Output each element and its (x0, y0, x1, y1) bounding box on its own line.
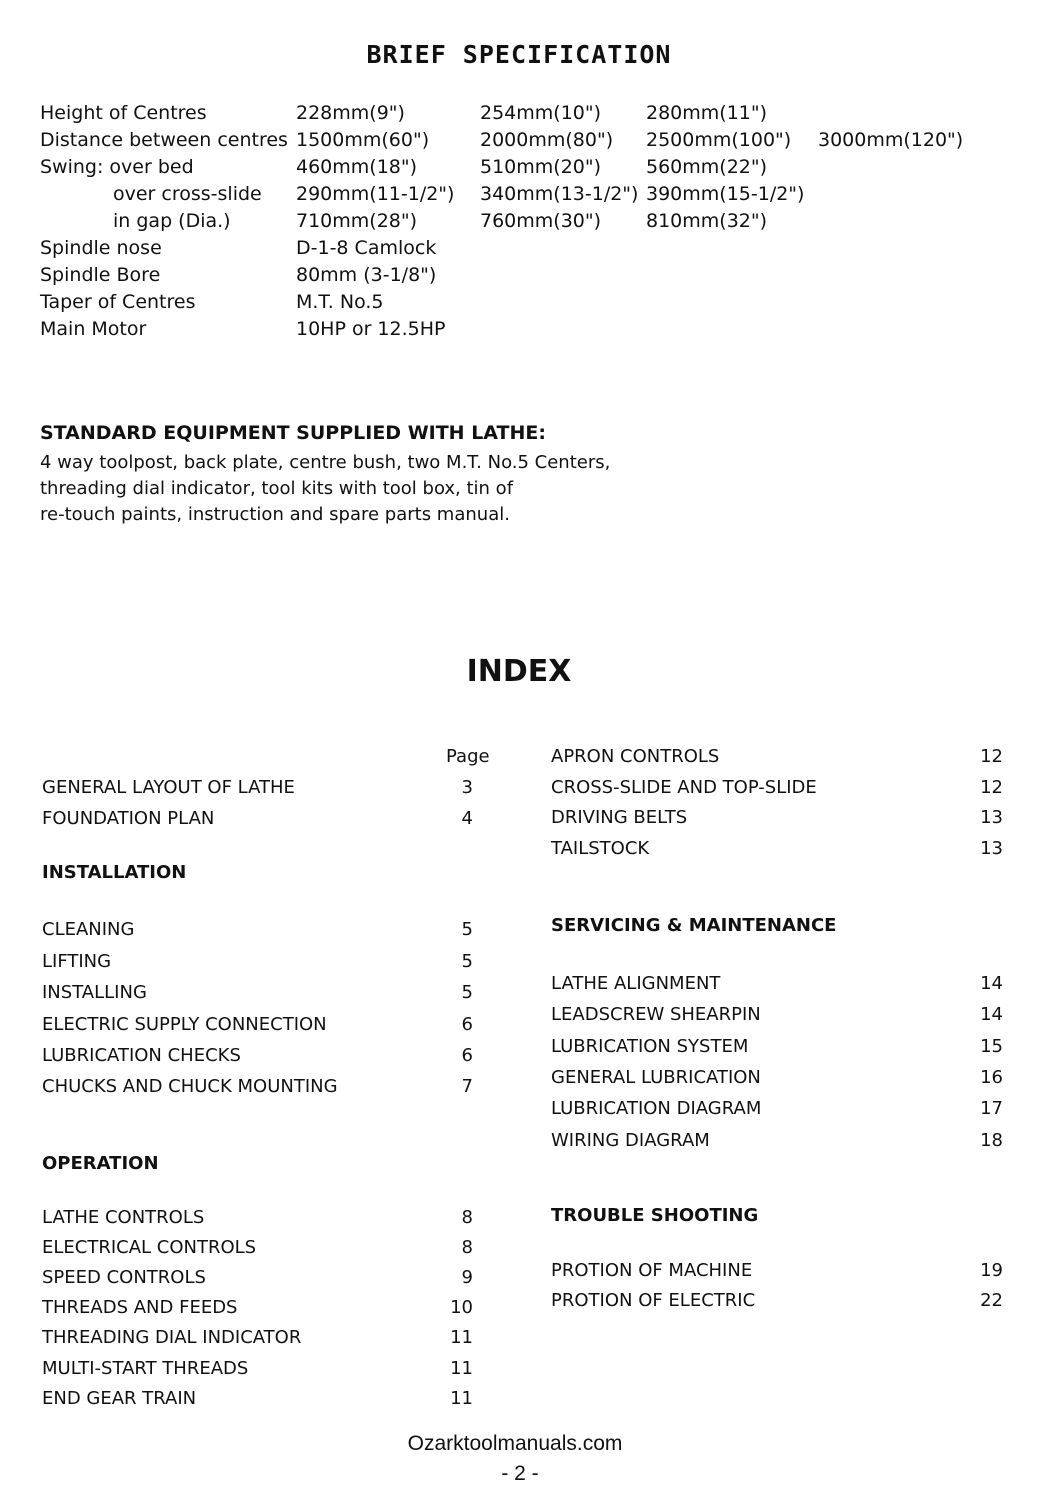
index-entry-page: 12 (980, 746, 1003, 767)
spec-label: Main Motor (40, 318, 147, 340)
spec-value: 290mm(11-1/2") (296, 183, 455, 205)
index-entry-page: 8 (461, 1207, 473, 1228)
index-entry-page: 10 (450, 1297, 473, 1318)
index-entry-page: 18 (980, 1130, 1003, 1151)
index-entry-label: LUBRICATION SYSTEM (551, 1036, 749, 1057)
index-entry-label: LEADSCREW SHEARPIN (551, 1004, 761, 1025)
spec-value: 3000mm(120") (818, 129, 964, 151)
section-heading-installation: INSTALLATION (42, 862, 187, 883)
index-entry-page: 8 (461, 1237, 473, 1258)
index-entry-page: 15 (980, 1036, 1003, 1057)
equipment-line: re-touch paints, instruction and spare parts manual. (40, 504, 510, 525)
spec-value: D-1-8 Camlock (296, 237, 437, 259)
index-entry-page: 17 (980, 1098, 1003, 1119)
section-heading-servicing: SERVICING & MAINTENANCE (551, 915, 837, 936)
spec-value: 710mm(28") (296, 210, 418, 232)
spec-value: M.T. No.5 (296, 291, 384, 313)
page-number: - 2 - (501, 1462, 539, 1485)
index-entry-label: ELECTRICAL CONTROLS (42, 1237, 257, 1258)
index-entry-label: LUBRICATION DIAGRAM (551, 1098, 762, 1119)
spec-value: 760mm(30") (480, 210, 602, 232)
index-entry-label: PROTION OF ELECTRIC (551, 1290, 756, 1311)
spec-value: 254mm(10") (480, 102, 602, 124)
index-entry-label: TAILSTOCK (551, 838, 650, 859)
index-entry-label: SPEED CONTROLS (42, 1267, 206, 1288)
spec-value: 560mm(22") (646, 156, 768, 178)
index-entry-label: LATHE ALIGNMENT (551, 973, 721, 994)
index-entry-label: APRON CONTROLS (551, 746, 720, 767)
index-entry-label: CROSS-SLIDE AND TOP-SLIDE (551, 777, 817, 798)
spec-value: 510mm(20") (480, 156, 602, 178)
spec-label: Spindle Bore (40, 264, 161, 286)
spec-title: BRIEF SPECIFICATION (366, 40, 672, 69)
spec-label: Distance between centres (40, 129, 288, 151)
index-entry-page: 11 (450, 1358, 473, 1379)
footer-website: Ozarktoolmanuals.com (407, 1432, 623, 1455)
spec-value: 460mm(18") (296, 156, 418, 178)
index-entry-label: LUBRICATION CHECKS (42, 1045, 241, 1066)
index-entry-page: 19 (980, 1260, 1003, 1281)
index-entry-label: PROTION OF MACHINE (551, 1260, 753, 1281)
spec-value: 2000mm(80") (480, 129, 614, 151)
equipment-line: threading dial indicator, tool kits with tool box, tin of (40, 478, 514, 499)
index-entry-page: 6 (461, 1014, 473, 1035)
spec-label: Swing: over bed (40, 156, 194, 178)
index-entry-label: INSTALLING (42, 982, 147, 1003)
index-entry-label: FOUNDATION PLAN (42, 808, 215, 829)
index-title: INDEX (466, 654, 572, 689)
index-entry-page: 4 (461, 808, 473, 829)
index-entry-label: CLEANING (42, 919, 135, 940)
equipment-line: 4 way toolpost, back plate, centre bush, two M.T. No.5 Centers, (40, 452, 611, 473)
page-column-header: Page (446, 746, 490, 767)
spec-value: 10HP or 12.5HP (296, 318, 446, 340)
index-entry-label: LATHE CONTROLS (42, 1207, 205, 1228)
spec-value: 228mm(9") (296, 102, 405, 124)
index-entry-page: 5 (461, 951, 473, 972)
index-entry-label: WIRING DIAGRAM (551, 1130, 710, 1151)
index-entry-label: THREADS AND FEEDS (42, 1297, 238, 1318)
index-entry-page: 5 (461, 982, 473, 1003)
index-entry-page: 9 (461, 1267, 473, 1288)
spec-value: 2500mm(100") (646, 129, 792, 151)
spec-value: 1500mm(60") (296, 129, 430, 151)
equipment-title: STANDARD EQUIPMENT SUPPLIED WITH LATHE: (40, 422, 546, 444)
spec-label: Spindle nose (40, 237, 162, 259)
index-entry-page: 13 (980, 838, 1003, 859)
index-entry-page: 16 (980, 1067, 1003, 1088)
index-entry-page: 5 (461, 919, 473, 940)
index-entry-label: END GEAR TRAIN (42, 1388, 197, 1409)
index-entry-page: 11 (450, 1327, 473, 1348)
spec-value: 340mm(13-1/2") (480, 183, 639, 205)
index-entry-label: CHUCKS AND CHUCK MOUNTING (42, 1076, 338, 1097)
section-heading-trouble-shooting: TROUBLE SHOOTING (551, 1205, 759, 1226)
spec-label: over cross-slide (113, 183, 262, 205)
spec-value: 80mm (3-1/8") (296, 264, 437, 286)
spec-label: Taper of Centres (40, 291, 196, 313)
section-heading-operation: OPERATION (42, 1153, 159, 1174)
index-entry-label: GENERAL LAYOUT OF LATHE (42, 777, 295, 798)
spec-label: in gap (Dia.) (113, 210, 231, 232)
spec-label: Height of Centres (40, 102, 207, 124)
index-entry-page: 11 (450, 1388, 473, 1409)
index-entry-page: 7 (461, 1076, 473, 1097)
index-entry-page: 6 (461, 1045, 473, 1066)
index-entry-page: 14 (980, 973, 1003, 994)
index-entry-label: LIFTING (42, 951, 112, 972)
index-entry-page: 13 (980, 807, 1003, 828)
spec-value: 390mm(15-1/2") (646, 183, 805, 205)
spec-value: 280mm(11") (646, 102, 768, 124)
index-entry-page: 3 (461, 777, 473, 798)
index-entry-page: 14 (980, 1004, 1003, 1025)
index-entry-label: DRIVING BELTS (551, 807, 688, 828)
index-entry-label: ELECTRIC SUPPLY CONNECTION (42, 1014, 327, 1035)
index-entry-page: 12 (980, 777, 1003, 798)
index-entry-page: 22 (980, 1290, 1003, 1311)
index-entry-label: MULTI-START THREADS (42, 1358, 249, 1379)
index-entry-label: THREADING DIAL INDICATOR (42, 1327, 302, 1348)
spec-value: 810mm(32") (646, 210, 768, 232)
index-entry-label: GENERAL LUBRICATION (551, 1067, 761, 1088)
